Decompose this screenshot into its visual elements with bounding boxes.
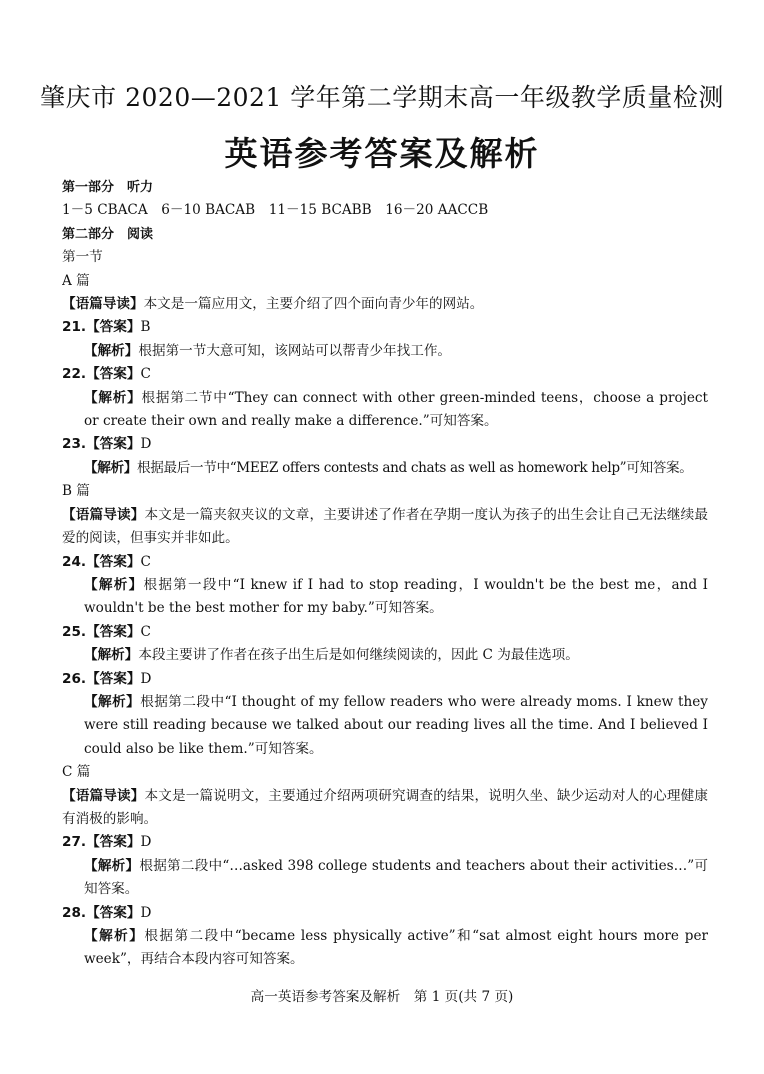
q22-explanation: [62, 387, 708, 434]
answer-value: B: [140, 319, 151, 336]
answer-tag: 21.【答案】: [62, 319, 141, 336]
explanation-tag: 【解析】: [84, 928, 145, 944]
answer-tag: 22.【答案】: [62, 366, 141, 383]
q24-explanation: [62, 574, 708, 621]
passage-b-guide: [62, 504, 708, 551]
q26-answer: [62, 668, 708, 691]
answer-value: C: [140, 366, 151, 383]
q27-answer: [62, 831, 708, 854]
passage-b-label: B 篇: [62, 483, 90, 500]
document-title: 肇庆市 2020—2021 学年第二学期末高一年级教学质量检测: [40, 83, 724, 112]
explanation-tag: 【解析】: [84, 576, 144, 593]
answer-value: C: [140, 623, 151, 640]
guide-text: 本文是一篇说明文，主要通过介绍两项研究调查的结果，说明久坐、缺少运动对人的心理健康有消极的影响。: [62, 787, 709, 827]
q28-answer: [62, 902, 708, 925]
explanation-text: 根据第二段中“became less physically active”和“sat almost eight hours more per week”，再结合本段内容可知答案。: [84, 928, 708, 968]
answer-value: C: [140, 553, 151, 570]
document-body: [62, 176, 708, 972]
explanation-tag: 【解析】: [84, 459, 137, 476]
guide-tag: 【语篇导读】: [62, 296, 144, 313]
q26-explanation: [62, 691, 708, 761]
passage-a-label: A 篇: [62, 272, 90, 289]
answer-value: D: [140, 834, 152, 851]
part1-heading: 第一部分 听力: [62, 180, 154, 195]
part2-heading: 第二部分 阅读: [62, 226, 154, 242]
explanation-tag: 【解析】: [84, 647, 139, 664]
guide-text: 本文是一篇应用文，主要介绍了四个面向青少年的网站。: [143, 296, 484, 313]
explanation-tag: 【解析】: [84, 693, 141, 710]
answer-value: D: [140, 436, 152, 453]
q22-answer: [62, 363, 708, 386]
answer-tag: 28.【答案】: [62, 904, 141, 921]
passage-c-label: C 篇: [62, 764, 91, 781]
answer-tag: 24.【答案】: [62, 553, 141, 570]
q28-explanation: [62, 925, 708, 972]
section1-label: 第一节: [62, 249, 103, 266]
explanation-text: 根据第二段中“I thought of my fellow readers who were already moms. I knew they were still reading because we talked about our reading lives all the time. And I believed I could also be like them.”可知答案。: [84, 693, 708, 757]
answer-tag: 23.【答案】: [62, 436, 141, 453]
q25-answer: [62, 621, 708, 644]
q21-explanation: [62, 340, 708, 363]
document-subtitle: 英语参考答案及解析: [224, 134, 540, 173]
explanation-tag: 【解析】: [84, 857, 140, 874]
explanation-text: 根据第一节大意可知，该网站可以帮青少年找工作。: [138, 342, 452, 359]
explanation-text: 根据第二节中“They can connect with other green-minded teens，choose a project or create their own and really make a difference.”可知答案。: [84, 389, 709, 430]
page-footer: 高一英语参考答案及解析 第 1 页(共 7 页): [250, 989, 514, 1005]
passage-c-guide: [62, 785, 708, 832]
q23-explanation: [62, 457, 708, 480]
passage-a-guide: [62, 293, 708, 316]
q21-answer: [62, 316, 708, 339]
part1-answers: 1－5 CBACA 6－10 BACAB 11－15 BCABB 16－20 AACCB: [62, 202, 489, 219]
guide-text: 本文是一篇夹叙夹议的文章，主要讲述了作者在孕期一度认为孩子的出生会让自己无法继续最爱的阅读，但事实并非如此。: [62, 506, 709, 547]
explanation-text: 根据第一段中“I knew if I had to stop reading，I wouldn't be the best me，and I wouldn't be the best mother for my baby.”可知答案。: [84, 576, 708, 617]
q23-answer: [62, 433, 708, 456]
explanation-text: 本段主要讲了作者在孩子出生后是如何继续阅读的，因此 C 为最佳选项。: [138, 647, 579, 664]
answer-value: D: [140, 670, 152, 687]
answer-tag: 25.【答案】: [62, 623, 141, 640]
guide-tag: 【语篇导读】: [62, 787, 145, 804]
explanation-tag: 【解析】: [84, 389, 142, 406]
explanation-text: 根据最后一节中“MEEZ offers contests and chats as well as homework help”可知答案。: [136, 459, 693, 476]
answer-tag: 26.【答案】: [62, 670, 141, 687]
answer-value: D: [140, 904, 152, 921]
q25-explanation: [62, 644, 708, 667]
guide-tag: 【语篇导读】: [62, 506, 145, 523]
q27-explanation: [62, 855, 708, 902]
answer-tag: 27.【答案】: [62, 834, 141, 851]
explanation-tag: 【解析】: [84, 342, 139, 359]
q24-answer: [62, 551, 708, 574]
explanation-text: 根据第二段中“…asked 398 college students and teachers about their activities…”可知答案。: [84, 857, 709, 898]
